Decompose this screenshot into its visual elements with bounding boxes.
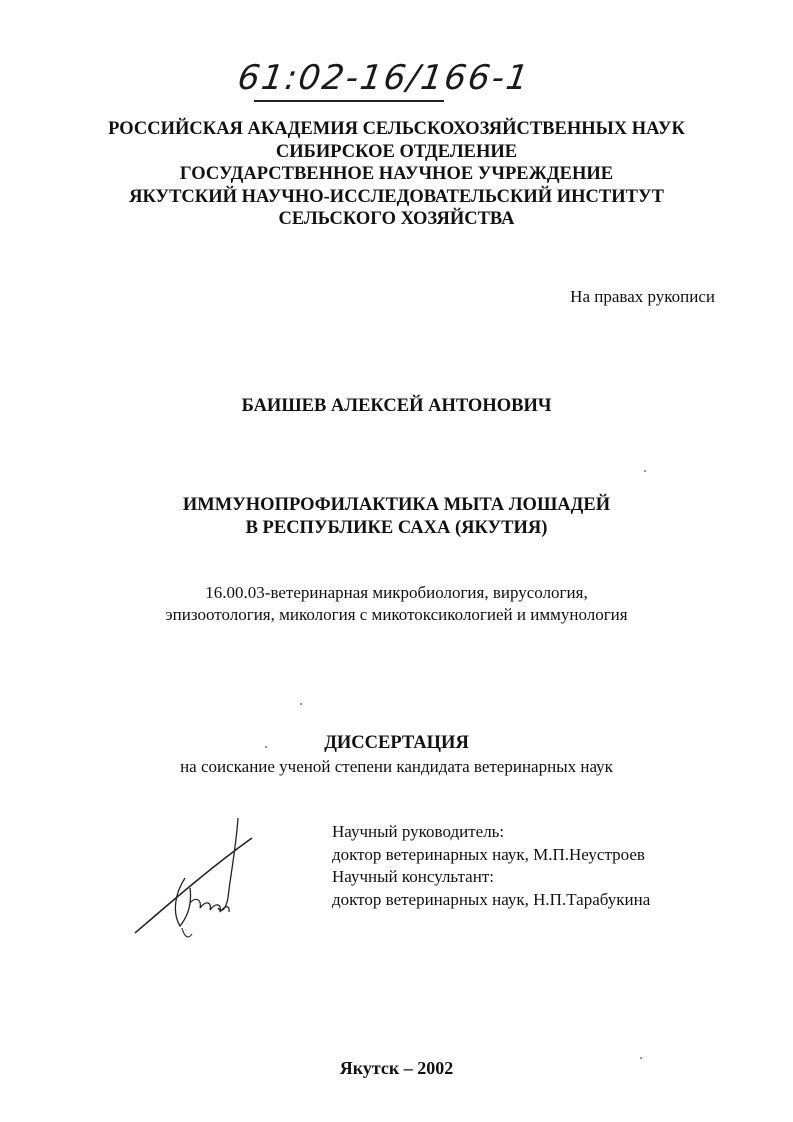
org-line-institute: ЯКУТСКИЙ НАУЧНО-ИССЛЕДОВАТЕЛЬСКИЙ ИНСТИТУТ — [129, 186, 664, 207]
thesis-title — [0, 494, 793, 539]
specialty-line-1: 16.00.03-ветеринарная микробиология, вирусология, — [205, 583, 588, 602]
org-line-branch: СИБИРСКОЕ ОТДЕЛЕНИЕ — [275, 141, 518, 162]
consultant-name: доктор ветеринарных наук, Н.П.Тарабукина — [332, 889, 651, 909]
specialty-code — [0, 582, 793, 625]
specialty-line-2: эпизоотология, микология с микотоксикологией и иммунология — [165, 604, 628, 624]
dissertation-subheading: на соискание ученой степени кандидата ветеринарных наук — [180, 757, 613, 776]
scan-speck — [265, 746, 267, 748]
org-line-academy: РОССИЙСКАЯ АКАДЕМИЯ СЕЛЬСКОХОЗЯЙСТВЕННЫХ НАУК — [108, 119, 685, 139]
org-line-institution-type: ГОСУДАРСТВЕННОЕ НАУЧНОЕ УЧРЕЖДЕНИЕ — [179, 164, 614, 184]
scan-speck — [640, 1057, 642, 1059]
advisor-label: Научный руководитель: — [332, 822, 505, 841]
dissertation-heading: ДИССЕРТАЦИЯ — [324, 733, 469, 753]
organization-header — [0, 118, 793, 231]
manuscript-note: На правах рукописи — [570, 287, 715, 306]
scan-speck — [300, 703, 302, 705]
archive-code: 61:02-16/166-1 — [235, 58, 533, 98]
thesis-title-line-2: В РЕСПУБЛИКЕ САХА (ЯКУТИЯ) — [245, 517, 548, 538]
consultant-label: Научный консультант: — [332, 867, 494, 886]
org-line-agriculture: СЕЛЬСКОГО ХОЗЯЙСТВА — [278, 209, 515, 229]
advisor-name: доктор ветеринарных наук, М.П.Неустроев — [332, 844, 645, 864]
place-year: Якутск – 2002 — [339, 1058, 454, 1078]
scan-speck — [644, 470, 646, 472]
thesis-title-line-1: ИММУНОПРОФИЛАКТИКА МЫТА ЛОШАДЕЙ — [182, 495, 611, 515]
signature — [130, 808, 260, 958]
advisors-block — [332, 821, 650, 911]
archive-code-underline — [254, 100, 444, 102]
author-name: БАИШЕВ АЛЕКСЕЙ АНТОНОВИЧ — [241, 396, 552, 416]
